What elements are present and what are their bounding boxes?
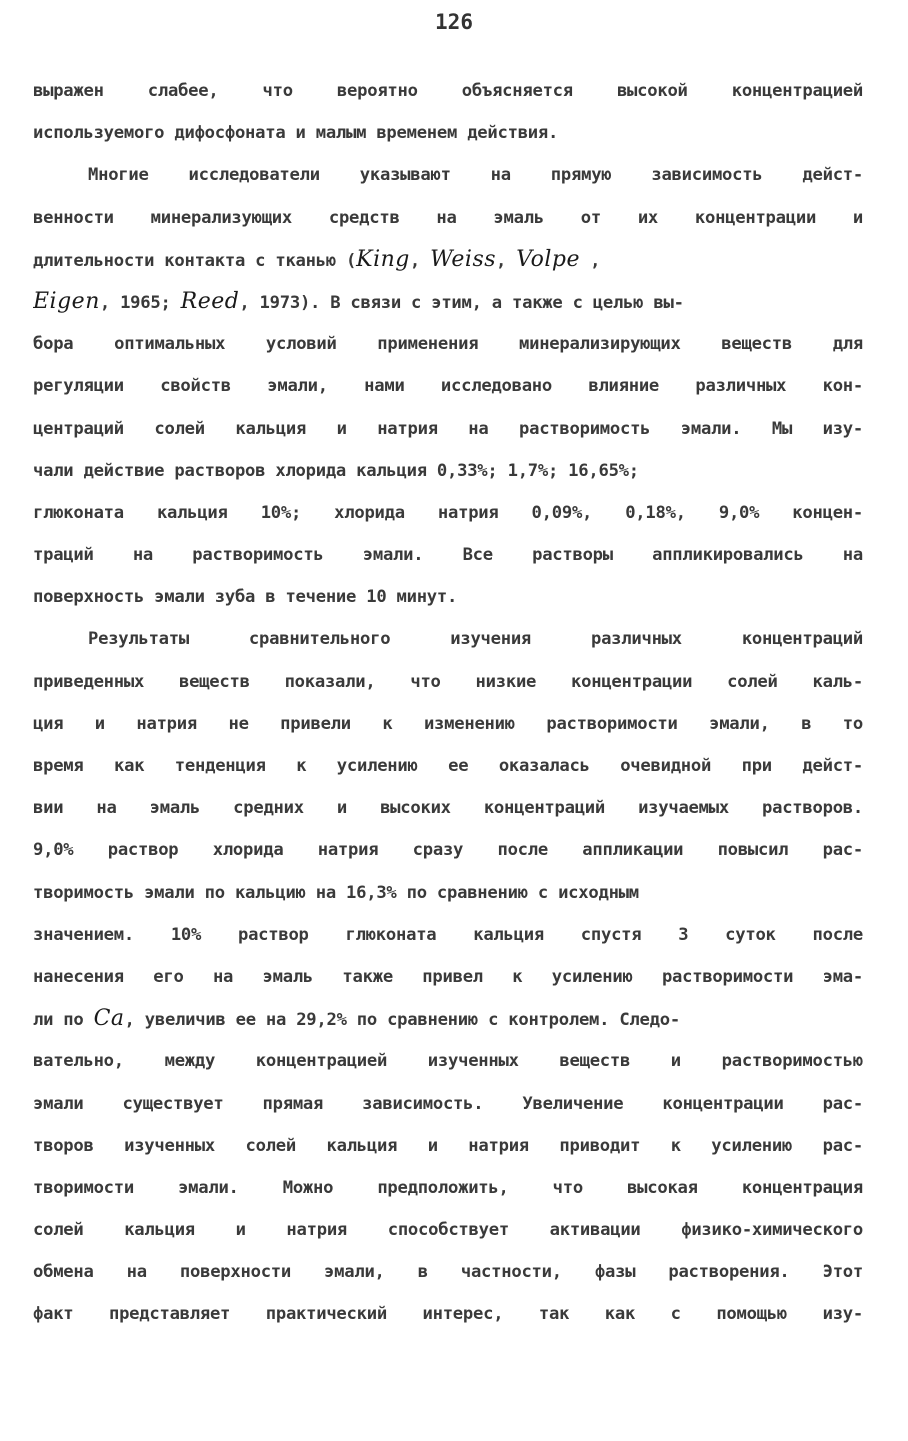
text-fragment: ли по bbox=[33, 1010, 94, 1031]
text-line-with-handwriting bbox=[33, 239, 863, 281]
text-line: время как тенденция к усилению ее оказалась очевидной при дейст- bbox=[33, 756, 863, 776]
text-line: солей кальция и натрия способствует активации физико-химического bbox=[33, 1220, 863, 1241]
text-line: используемого дифосфоната и малым временем действия. bbox=[33, 123, 559, 144]
text-fragment: , bbox=[496, 250, 517, 271]
text-fragment: , bbox=[409, 250, 431, 271]
text-line: значением. 10% раствор глюконата кальция спустя 3 суток после bbox=[33, 924, 863, 945]
text-fragment: , 1965; bbox=[99, 292, 181, 313]
text-line: траций на растворимость эмали. Все растворы аппликировались на bbox=[33, 545, 863, 566]
text-line: чали действие растворов хлорида кальция 0,33%; 1,7%; 16,65%; bbox=[33, 460, 639, 481]
text-line: эмали существует прямая зависимость. Увеличение концентрации рас- bbox=[33, 1093, 863, 1114]
paragraph-start-line: Многие исследователи указывают на прямую зависимость дейст- bbox=[88, 165, 863, 186]
handwritten-author: Eigen bbox=[33, 288, 100, 314]
text-line: нанесения его на эмаль также привел к усилению растворимости эма- bbox=[33, 966, 863, 987]
text-line: приведенных веществ показали, что низкие концентрации солей каль- bbox=[33, 671, 863, 692]
text-line: ция и натрия не привели к изменению растворимости эмали, в то bbox=[33, 713, 863, 734]
text-line: вательно, между концентрацией изученных веществ и растворимостью bbox=[33, 1051, 863, 1072]
text-fragment: , bbox=[580, 250, 601, 271]
text-line: глюконата кальция 10%; хлорида натрия 0,09%, 0,18%, 9,0% концен- bbox=[33, 502, 863, 523]
handwritten-symbol: Ca bbox=[93, 1006, 125, 1032]
handwritten-author: Volpe bbox=[516, 246, 581, 272]
text-line: выражен слабее, что вероятно объясняется высокой концентрацией bbox=[33, 81, 863, 101]
text-line: обмена на поверхности эмали, в частности, фазы растворения. Этот bbox=[33, 1262, 863, 1283]
text-line: творов изученных солей кальция и натрия приводит к усилению рас- bbox=[33, 1135, 863, 1156]
text-line: венности минерализующих средств на эмаль от их концентрации и bbox=[33, 207, 863, 228]
text-fragment: , увеличив ее на 29,2% по сравнению с контролем. Следо- bbox=[124, 1010, 680, 1031]
text-fragment: длительности контакта с тканью ( bbox=[33, 250, 357, 271]
text-line: факт представляет практический интерес, так как с помощью изу- bbox=[33, 1304, 863, 1325]
text-line: бора оптимальных условий применения минерализирующих веществ для bbox=[33, 334, 863, 355]
text-line: поверхность эмали зуба в течение 10 минут. bbox=[33, 587, 458, 608]
text-line: вии на эмаль средних и высоких концентраций изучаемых растворов. bbox=[33, 798, 863, 819]
paragraph-start-line: Результаты сравнительного изучения различных концентраций bbox=[88, 629, 863, 650]
handwritten-author: King bbox=[356, 246, 410, 272]
handwritten-author: Weiss bbox=[430, 246, 497, 272]
text-line: регуляции свойств эмали, нами исследовано влияние различных кон- bbox=[33, 376, 863, 397]
text-fragment: , 1973). В связи с этим, а также с целью вы- bbox=[239, 292, 684, 313]
handwritten-author: Reed bbox=[180, 288, 240, 314]
text-line-with-handwriting bbox=[33, 998, 863, 1040]
text-line-with-handwriting bbox=[33, 281, 863, 323]
body-text bbox=[33, 70, 863, 1336]
text-line: центраций солей кальция и натрия на растворимость эмали. Мы изу- bbox=[33, 418, 863, 439]
text-line: творимость эмали по кальцию на 16,3% по сравнению с исходным bbox=[33, 882, 639, 903]
text-line: 9,0% раствор хлорида натрия сразу после аппликации повысил рас- bbox=[33, 840, 863, 861]
text-line: творимости эмали. Можно предположить, что высокая концентрация bbox=[33, 1177, 863, 1198]
page-number: 126 bbox=[435, 10, 473, 34]
